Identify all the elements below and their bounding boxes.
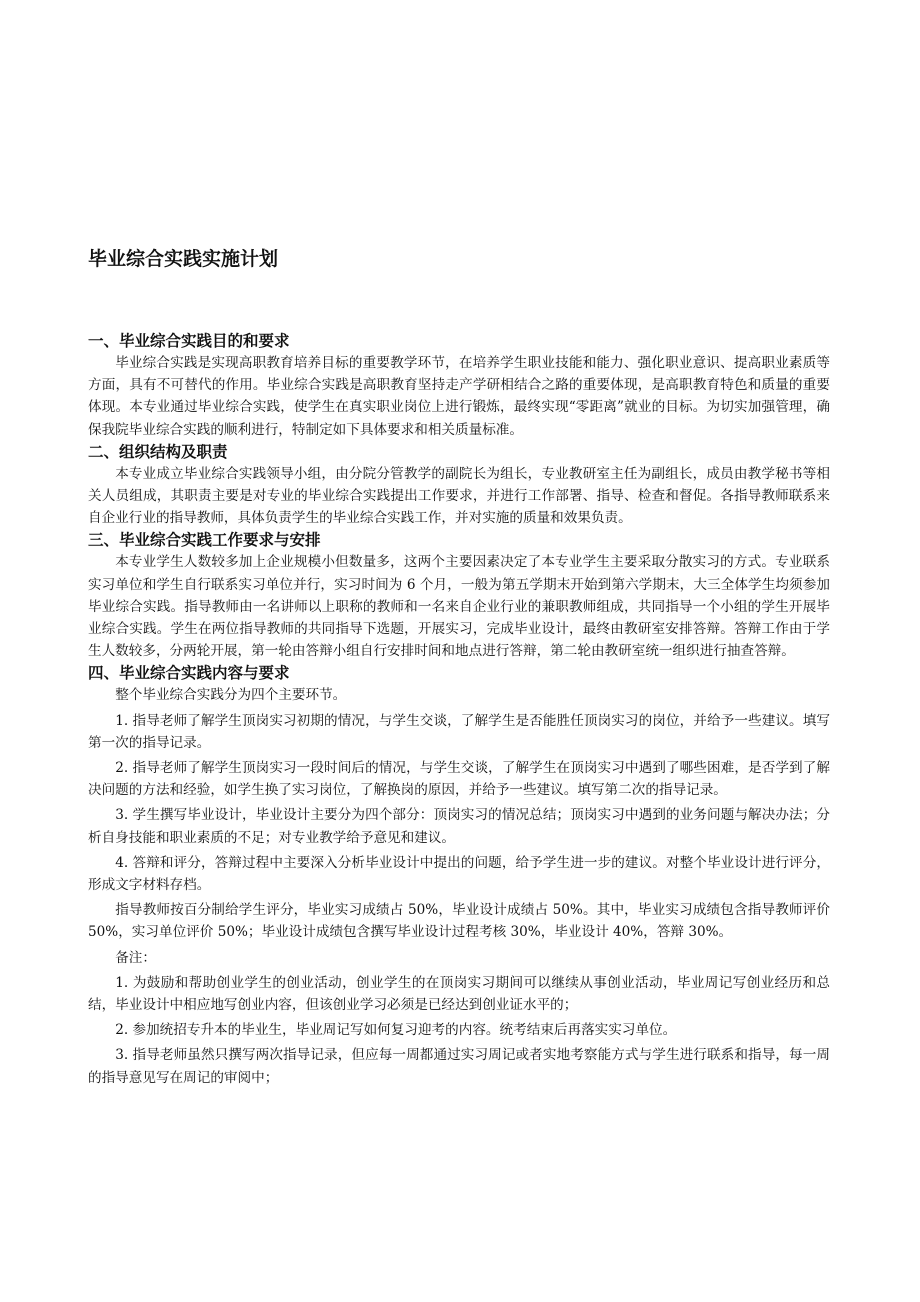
document-title: 毕业综合实践实施计划	[88, 248, 279, 270]
numbered-item: 2. 指导老师了解学生顶岗实习一段时间后的情况，与学生交谈，了解学生在顶岗实习中遇到了哪些困难，是否学到了解决问题的方法和经验，如学生换了实习岗位，了解换岗的原因，并给予一些建议。填写第二次的指导记录。	[88, 760, 830, 799]
note-item: 3. 指导老师虽然只撰写两次指导记录，但应每一周都通过实习周记或者实地考察能方式与学生进行联系和指导，每一周的指导意见写在周记的审阅中；	[88, 1047, 830, 1086]
note-item: 1. 为鼓励和帮助创业学生的创业活动，创业学生的在顶岗实习期间可以继续从事创业活动，毕业周记写创业经历和总结，毕业设计中相应地写创业内容，但该创业学习必须是已经达到创业证水平的；	[88, 974, 830, 1014]
section-paragraph: 毕业综合实践是实现高职教育培养目标的重要教学环节，在培养学生职业技能和能力、强化职业意识、提高职业素质等方面，具有不可替代的作用。毕业综合实践是高职教育坚持走产学研相结合之路的重要体现，是高职教育特色和质量的重要体现。本专业通过毕业综合实践，使学生在真实职业岗位上进行锻炼，最终实现“零距离”就业的目标。为切实加强管理，确保我院毕业综合实践的顺利进行，特制定如下具体要求和相关质量标准。	[88, 355, 830, 438]
section-heading: 二、组织结构及职责	[88, 442, 228, 461]
section-heading: 四、毕业综合实践内容与要求	[88, 664, 290, 683]
section-3	[88, 529, 830, 662]
notes-label: 备注：	[115, 949, 156, 966]
grading-paragraph: 指导教师按百分制给学生评分，毕业实习成绩占 50%，毕业设计成绩占 50%。其中，毕业实习成绩包含指导教师评价 50%，实习单位评价 50%；毕业设计成绩包含撰写毕业设计过程考核 30%，毕业设计 40%，答辩 30%。	[88, 902, 830, 941]
section-paragraph: 本专业成立毕业综合实践领导小组，由分院分管教学的副院长为组长，专业教研室主任为副组长，成员由教学秘书等相关人员组成，其职责主要是对专业的毕业综合实践提出工作要求，并进行工作部署、指导、检查和督促。各指导教师联系来自企业行业的指导教师，具体负责学生的毕业综合实践工作，并对实施的质量和效果负责。	[88, 465, 830, 527]
section-4	[88, 662, 830, 1088]
numbered-item: 3. 学生撰写毕业设计，毕业设计主要分为四个部分：顶岗实习的情况总结；顶岗实习中遇到的业务问题与解决办法；分析自身技能和职业素质的不足；对专业教学给予意见和建议。	[88, 807, 830, 846]
section-paragraph: 本专业学生人数较多加上企业规模小但数量多，这两个主要因素决定了本专业学生主要采取分散实习的方式。专业联系实习单位和学生自行联系实习单位并行，实习时间为 6 个月，一般为第五学期末开始到第六学期末，大三全体学生均须参加毕业综合实践。指导教师由一名讲师以上职称的教师和一名来自企业行业的兼职教师组成，共同指导一个小组的学生开展毕业综合实践。学生在两位指导教师的共同指导下选题，开展实习，完成毕业设计，最终由教研室安排答辩。答辩工作由于学生人数较多，分两轮开展，第一轮由答辩小组自行安排时间和地点进行答辩，第二轮由教研室统一组织进行抽查答辩。	[88, 554, 830, 660]
section-heading: 三、毕业综合实践工作要求与安排	[88, 531, 321, 550]
section-heading: 一、毕业综合实践目的和要求	[88, 332, 290, 350]
document-body	[88, 330, 830, 1089]
note-item: 2. 参加统招专升本的毕业生，毕业周记写如何复习迎考的内容。统考结束后再落实实习单位。	[115, 1022, 677, 1039]
numbered-item: 4. 答辩和评分，答辩过程中主要深入分析毕业设计中提出的问题，给予学生进一步的建议。对整个毕业设计进行评分，形成文字材料存档。	[88, 854, 830, 894]
section-2	[88, 441, 830, 530]
numbered-item: 1. 指导老师了解学生顶岗实习初期的情况，与学生交谈，了解学生是否能胜任顶岗实习的岗位，并给予一些建议。填写第一次的指导记录。	[88, 712, 830, 751]
section-paragraph: 整个毕业综合实践分为四个主要环节。	[115, 687, 347, 704]
section-1	[88, 330, 830, 441]
